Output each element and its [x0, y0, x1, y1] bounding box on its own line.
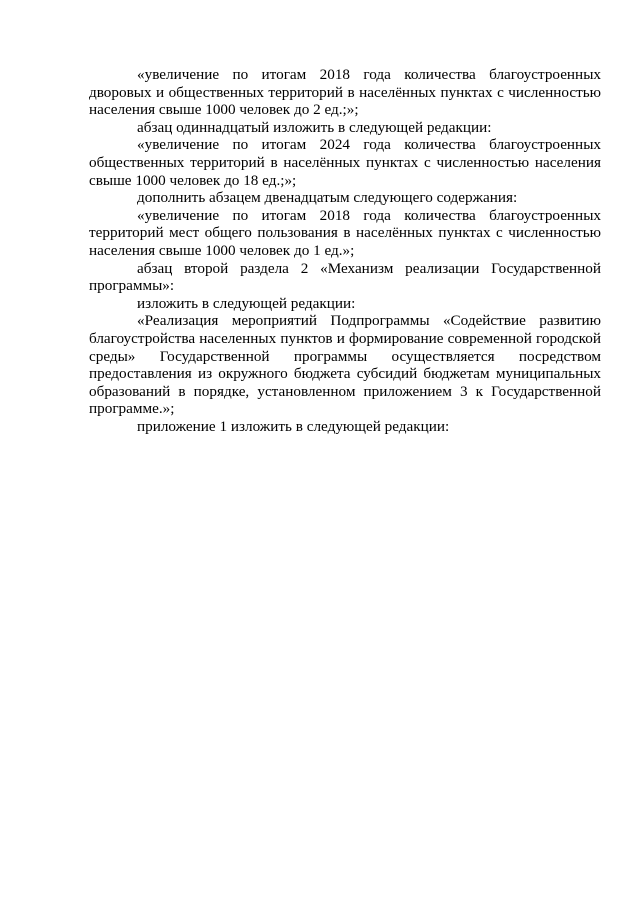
paragraph-7: изложить в следующей редакции:: [137, 294, 356, 312]
paragraph-2: абзац одиннадцатый изложить в следующей редакции:: [137, 118, 492, 136]
paragraph-1: «увеличение по итогам 2018 года количества благоустроенных дворовых и общественных территорий в населённых пунктах с численностью населения свыше 1000 человек до 2 ед.;»;: [89, 66, 601, 119]
paragraph-8: «Реализация мероприятий Подпрограммы «Содействие развитию благоустройства населенных пунктов и формирование современной городской среды» Государственной программы осуществляется посредством предоставления из окружного бюджета субсидий бюджетам муниципальных образований в порядке, установленном приложением 3 к Государственной программе.»;: [89, 312, 601, 418]
paragraph-9: приложение 1 изложить в следующей редакции:: [137, 417, 450, 435]
paragraph-3: «увеличение по итогам 2024 года количества благоустроенных общественных территорий в населённых пунктах с численностью населения свыше 1000 человек до 18 ед.;»;: [89, 136, 601, 189]
paragraph-4: дополнить абзацем двенадцатым следующего содержания:: [137, 189, 518, 207]
document-page: [89, 66, 601, 435]
paragraph-6: абзац второй раздела 2 «Механизм реализации Государственной программы»:: [89, 259, 601, 295]
paragraph-5: «увеличение по итогам 2018 года количества благоустроенных территорий мест общего пользования в населённых пунктах с численностью населения свыше 1000 человек до 1 ед.»;: [89, 206, 601, 259]
